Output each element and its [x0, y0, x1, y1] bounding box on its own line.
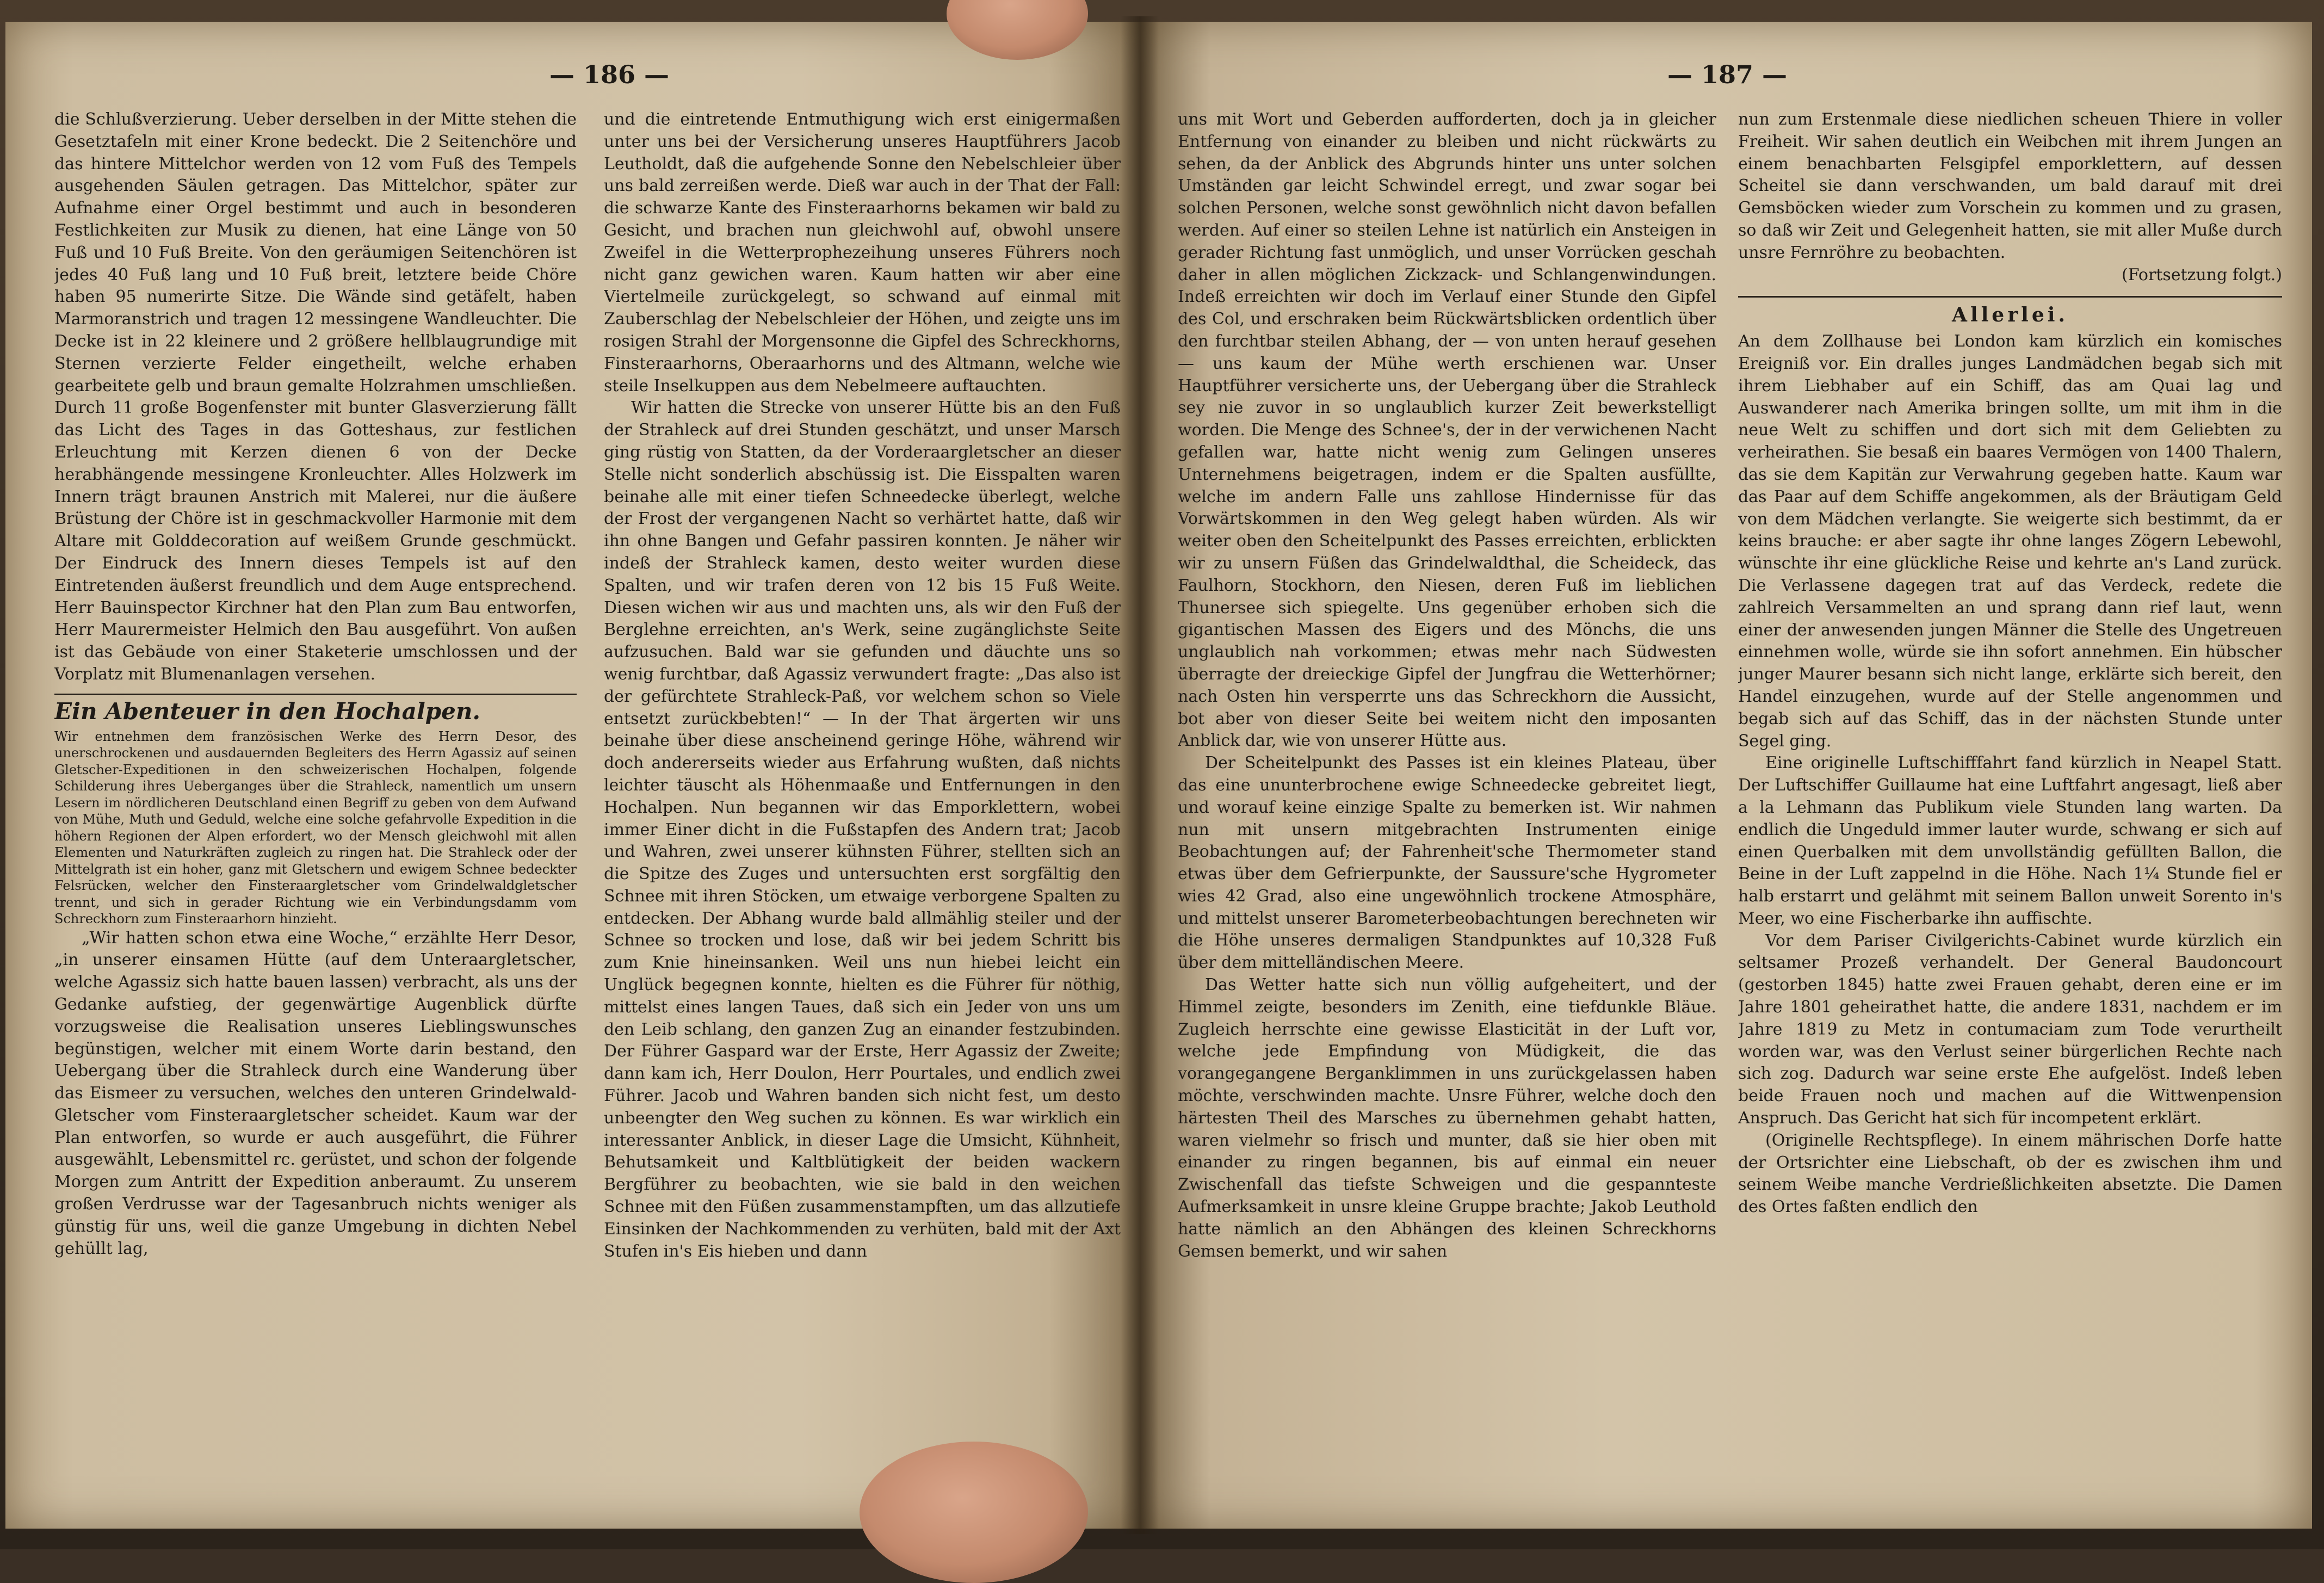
temple-description-paragraph: die Schlußverzierung. Ueber derselben in der Mitte stehen die Gesetztafeln mit einer Krone bedeckt. Die 2 Seitenchöre und das hintere Mittelchor werden von 12 vom Fuß des Tempels ausgehenden Säulen getragen. Das Mittelchor, später zur Aufnahme einer Orgel bestimmt und auch in besonderen Festlichkeiten zur Musik zu dienen, hat eine Länge von 50 Fuß und 10 Fuß Breite. Von den geräumigen Seitenchören ist jedes 40 Fuß lang und 10 Fuß breit, letztere beide Chöre haben 95 numerirte Sitze. Die Wände sind getäfelt, haben Marmoranstrich und tragen 12 messingene Wandleuchter. Die Decke ist in 22 kleinere und 2 größere hellblaugrundige mit Sternen verzierte Felder eingetheilt, welche erhaben gearbeitete gelb und braun gemalte Holzrahmen umschließen. Durch 11 große Bogenfenster mit bunter Glasverzierung fällt das Licht des Tages in das Gotteshaus, zur festlichen Erleuchtung mit Kerzen dienen 6 von der Decke herabhängende messingene Kronleuchter. Alles Holzwerk im Innern trägt braunen Anstrich mit Malerei, nur die äußere Brüstung der Chöre ist in geschmackvoller Harmonie mit dem Altare mit Golddecoration auf weißem Grunde geschmückt. Der Eindruck des Innern dieses Tempels ist auf den Eintretenden äußerst freundlich und dem Auge entsprechend. Herr Bauinspector Kirchner hat den Plan zum Bau entworfen, Herr Maurermeister Helmich den Bau ausgeführt. Von außen ist das Gebäude von einer Staketerie umschlossen und der Vorplatz mit Blumenanlagen versehen.	[54, 110, 577, 684]
left-page	[5, 22, 1140, 1529]
news-item-rechtspflege: (Originelle Rechtspflege). In einem mährischen Dorfe hatte der Ortsrichter eine Liebschaft, ob der es zwischen ihm und seinem Weibe manche Verdrießlichkeiten absetzte. Die Damen des Ortes faßten endlich den	[1738, 1130, 2282, 1217]
article-paragraph-5: Der Scheitelpunkt des Passes ist ein kleines Plateau, über das eine ununterbrochene ewige Schneedecke gebreitet liegt, und worauf keine einzige Spalte zu bemerken ist. Wir nahmen nun mit unsern mitgebrachten Instrumenten einige Beobachtungen auf; der Fahrenheit'sche Thermometer stand etwas über dem Gefrierpunkte, der Saussure'sche Hygrometer wies 42 Grad, also eine ungewöhnlich trockene Atmosphäre, und mittelst unserer Barometerbeobachtungen berechneten wir die Höhe unseres dermaligen Standpunktes auf 10,328 Fuß über dem mittelländischen Meere.	[1178, 753, 1716, 973]
article-paragraph-6: Das Wetter hatte sich nun völlig aufgeheitert, und der Himmel zeigte, besonders im Zenith, eine tiefdunkle Bläue. Zugleich herrschte eine gewisse Elasticität in der Luft vor, welche jede Empfindung von Müdigkeit, die das vorangegangene Berganklimmen in uns zurückgelassen haben möchte, verschwinden machte. Unsre Führer, welche doch den härtesten Theil des Marsches zu übernehmen gehabt hatten, waren vielmehr so frisch und munter, daß sie hier oben mit einander zu ringen begannen, bis auf einmal ein neuer Zwischenfall das tiefste Schweigen und die gespannteste Aufmerksamkeit in unsre kleine Gruppe brachte; Jakob Leuthold hatte nämlich an den Abhängen des kleinen Schreckhorns Gemsen bemerkt, und wir sahen	[1178, 975, 1716, 1261]
article-paragraph-1: „Wir hatten schon etwa eine Woche,“ erzählte Herr Desor, „in unserer einsamen Hütte (auf dem Unteraargletscher, welche Agassiz sich hatte bauen lassen) verbracht, als uns der Gedanke aufstieg, der gegenwärtige Augenblick dürfte vorzugsweise die Realisation unseres Lieblingswunsches begünstigen, welcher mit einem Worte darin bestand, den Uebergang über die Strahleck durch eine Wanderung über das Eismeer zu versuchen, welches den unteren Grindelwald-Gletscher vom Finsteraargletscher scheidet. Kaum war der Plan entworfen, so wurde er auch ausgeführt, die Führer ausgewählt, Lebensmittel rc. gerüstet, und schon der folgende Morgen zum Antritt der Expedition anberaumt. Zu unserem großen Verdrusse war der Tagesanbruch nichts weniger als günstig für uns, weil die ganze Umgebung in dichten Nebel gehüllt lag,	[54, 928, 577, 1258]
article-paragraph-3: Wir hatten die Strecke von unserer Hütte bis an den Fuß der Strahleck auf drei Stunden geschätzt, und unser Marsch ging rüstig von Statten, da der Vorderaargletscher an dieser Stelle nicht sonderlich abschüssig ist. Die Eisspalten waren beinahe alle mit einer tiefen Schneedecke überlegt, welche der Frost der vergangenen Nacht so verhärtet hatte, daß wir ihn ohne Bangen und Gefahr passiren konnten. Je näher wir indeß der Strahleck kamen, desto weiter wurden diese Spalten, und wir trafen deren von 12 bis 15 Fuß Weite. Diesen wichen wir aus und machten uns, als wir den Fuß der Berglehne erreichten, an's Werk, seine zugänglichste Seite aufzusuchen. Bald war sie gefunden und däuchte uns so wenig furchtbar, daß Agassiz verwundert fragte: „Das also ist der gefürchtete Strahleck-Paß, vor welchem schon so Viele entsetzt zurückbebten!“ — In der That ärgerten wir uns beinahe über diese anscheinend geringe Höhe, während wir doch andererseits wieder aus Erfahrung wußten, daß nichts leichter täuscht als Höhenmaaße und Entfernungen in den Hochalpen. Nun begannen wir das Emporklettern, wobei immer Einer dicht in die Fußstapfen des Andern trat; Jacob und Wahren, zwei unserer kühnsten Führer, stellten sich an die Spitze des Zuges und untersuchten erst sorgfältig den Schnee mit ihren Stöcken, um etwaige verborgene Spalten zu entdecken. Der Abhang wurde bald allmählig steiler und der Schnee so trocken und lose, daß wir bei jedem Schritt bis zum Knie hineinsanken. Weil uns nun hiebei leicht ein Unglück begegnen konnte, hielten es die Führer für nöthig, mittelst eines langen Taues, daß sich ein Jeder von uns um den Leib schlang, den ganzen Zug an einander festzubinden. Der Führer Gaspard war der Erste, Herr Agassiz der Zweite; dann kam ich, Herr Doulon, Herr Pourtales, und endlich zwei Führer. Jacob und Wahren banden sich nicht fest, um desto unbeengter den Weg suchen zu können. Es war wirklich ein interessanter Anblick, in dieser Lage die Umsicht, Kühnheit, Behutsamkeit und Kaltblütigkeit der beiden wackern Bergführer zu beobachten, wie sie bald in den weichen Schnee mit den Füßen zusammenstampften, um das allzutiefe Einsinken der Nachkommenden zu verhüten, bald mit der Axt Stufen in's Eis hieben und dann	[604, 398, 1121, 1261]
article-intro: Wir entnehmen dem französischen Werke des Herrn Desor, des unerschrockenen und ausdauernden Begleiters des Herrn Agassiz auf seinen Gletscher-Expeditionen in den schweizerischen Hochalpen, folgende Schilderung ihres Ueberganges über die Strahleck, namentlich um unsern Lesern im nördlicheren Deutschland einen Begriff zu geben von dem Aufwand von Mühe, Muth und Geduld, welche eine solche gefahrvolle Expedition in die höhern Regionen der Alpen erfordert, wo der Mensch gleichwohl mit allen Elementen und Naturkräften zugleich zu ringen hat. Die Strahleck oder der Mittelgrath ist ein hoher, ganz mit Gletschern und ewigem Schnee bedeckter Felsrücken, welcher den Finsteraargletscher vom Grindelwaldgletscher trennt, und sich in gerader Richtung wie ein Verbindungsdamm vom Schreckhorn zum Finsteraarhorn hinzieht.	[54, 728, 577, 927]
continuation-note: (Fortsetzung folgt.)	[2122, 265, 2282, 285]
news-item-naples: Eine originelle Luftschifffahrt fand kürzlich in Neapel Statt. Der Luftschiffer Guillaume hat eine Luftfahrt angesagt, ließ aber a la Lehmann das Publikum viele Stunden lang warten. Da endlich die Ungeduld immer lauter wurde, schwang er sich auf einen Querbalken mit dem unvollständig gefüllten Ballon, die Beine in der Luft zappelnd in die Höhe. Nach 1¼ Stunde fiel er halb erstarrt und gelähmt mit seinem Ballon unweit Sorento in's Meer, wo eine Fischerbarke ihn auffischte.	[1738, 753, 2282, 928]
news-item-paris: Vor dem Pariser Civilgerichts-Cabinet wurde kürzlich ein seltsamer Prozeß verhandelt. Der General Baudoncourt (gestorben 1845) hatte zwei Frauen gehabt, deren eine er im Jahre 1801 geheirathet hatte, die andere 1831, nachdem er im Jahre 1819 zu Metz in contumaciam zum Tode verurtheilt worden war, was den Verlust seiner bürgerlichen Rechte nach sich zog. Dadurch war seine erste Ehe aufgelöst. Indeß leben beide Frauen noch und machen auf die Wittwenpension Anspruch. Das Gericht hat sich für incompetent erklärt.	[1738, 931, 2282, 1128]
article-paragraph-4: uns mit Wort und Geberden aufforderten, doch ja in gleicher Entfernung von einander zu bleiben und nicht rückwärts zu sehen, da der Anblick des Abgrunds hinter uns unter solchen Umständen gar leicht Schwindel erregt, und zwar sogar bei solchen Personen, welche sonst gewöhnlich nicht davon befallen werden. Auf einer so steilen Lehne ist natürlich ein Ansteigen in gerader Richtung fast unmöglich, und unser Vorrücken geschah daher in allen möglichen Zickzack- und Schlangenwindungen. Indeß erreichten wir doch im Verlauf einer Stunde den Gipfel des Col, und erschraken beim Rückwärtsblicken ordentlich über den furchtbar steilen Abhang, der — von unten herauf gesehen — uns kaum der Mühe werth erschienen war. Unser Hauptführer versicherte uns, der Uebergang über die Strahleck sey nie zuvor in so unglaublich kurzer Zeit bewerkstelligt worden. Die Menge des Schnee's, der in der verwichenen Nacht gefallen war, hatte nicht wenig zum Gelingen unseres Unternehmens beigetragen, indem er die Spalten ausfüllte, welche im andern Falle uns zahllose Hindernisse für das Vorwärtskommen in den Weg gelegt haben würden. Als wir weiter oben den Scheitelpunkt des Passes erreichten, erblickten wir zu unsern Füßen das Grindelwaldthal, die Scheideck, das Faulhorn, Stockhorn, den Niesen, deren Fuß im lieblichen Thunersee sich spiegelte. Uns gegenüber erhoben sich die gigantischen Massen des Eigers und des Mönchs, die uns unglaublich nah vorkommen; etwas mehr nach Südwesten überragte der dreieckige Gipfel der Jungfrau die Wetterhörner; nach Osten hin versperrte uns das Schreckhorn die Aussicht, bot aber von dieser Seite bei weitem nicht den imposanten Anblick dar, wie von unserer Hütte aus.	[1178, 110, 1716, 751]
right-column-1	[1178, 109, 1716, 1512]
news-item-london: An dem Zollhause bei London kam kürzlich ein komisches Ereigniß vor. Ein dralles junges Landmädchen begab sich mit ihrem Liebhaber auf ein Schiff, das am Quai lag und Auswanderer nach Amerika bringen sollte, um mit ihm in die neue Welt zu schiffen und dort sich mit dem Geliebten zu verheirathen. Sie besaß ein baares Vermögen von 1400 Thalern, das sie dem Kapitän zur Verwahrung gegeben hatte. Kaum war das Paar auf dem Schiffe angekommen, als der Bräutigam Geld von dem Mädchen verlangte. Sie weigerte sich bestimmt, da er keins brauche: er aber sagte ihr ohne langes Zögern Lebewohl, wünschte ihr eine glückliche Reise und kehrte an's Land zurück. Die Verlassene dagegen trat auf das Verdeck, redete die zahlreich Versammelten an und sprang dann rief laut, wenn einer der anwesenden jungen Männer die Stelle des Ungetreuen einnehmen wolle, würde sie ihn sofort annehmen. Ein hübscher junger Maurer besann sich nicht lange, erklärte sich bereit, den Handel einzugehen, wurde auf der Stelle angenommen und begab sich auf das Schiff, das in der nächsten Stunde unter Segel ging.	[1738, 332, 2282, 751]
article-heading-hochalpen: Ein Abenteuer in den Hochalpen.	[54, 694, 577, 723]
left-column-1	[54, 109, 577, 1512]
book-gutter	[1121, 16, 1159, 1534]
right-page	[1140, 22, 2312, 1529]
section-heading-allerlei: Allerlei.	[1738, 296, 2282, 326]
left-column-2	[604, 109, 1121, 1512]
right-column-2	[1738, 109, 2282, 1512]
article-paragraph-7: nun zum Erstenmale diese niedlichen scheuen Thiere in voller Freiheit. Wir sahen deutlich ein Weibchen mit ihrem Jungen an einem benachbarten Felsgipfel emporklettern, auf dessen Scheitel sie dann verschwanden, um bald darauf mit drei Gemsböcken wieder zum Vorschein zu kommen und zu grasen, so daß wir Zeit und Gelegenheit hatten, sie mit aller Muße durch unsre Fernröhre zu beobachten.	[1738, 110, 2282, 262]
page-number-left: — 186 —	[549, 60, 670, 89]
thumb-bottom	[860, 1442, 1088, 1583]
page-number-right: — 187 —	[1667, 60, 1788, 89]
article-paragraph-2: und die eintretende Entmuthigung wich erst einigermaßen unter uns bei der Versicherung unseres Hauptführers Jacob Leutholdt, daß die aufgehende Sonne den Nebelschleier über uns bald zerreißen werde. Dieß war auch in der That der Fall: die schwarze Kante des Finsteraarhorns bekamen wir bald zu Gesicht, und brachen nun gleichwohl auf, obwohl unsere Zweifel in die Wetterprophezeihung unseres Führers noch nicht ganz gewichen waren. Kaum hatten wir aber eine Viertelmeile zurückgelegt, so schwand auf einmal mit Zauberschlag der Nebelschleier der Höhen, und zeigte uns im rosigen Strahl der Morgensonne die Gipfel des Schreckhorns, Finsteraarhorns, Oberaarhorns und des Altmann, welche wie steile Inselkuppen aus dem Nebelmeere auftauchten.	[604, 110, 1121, 395]
